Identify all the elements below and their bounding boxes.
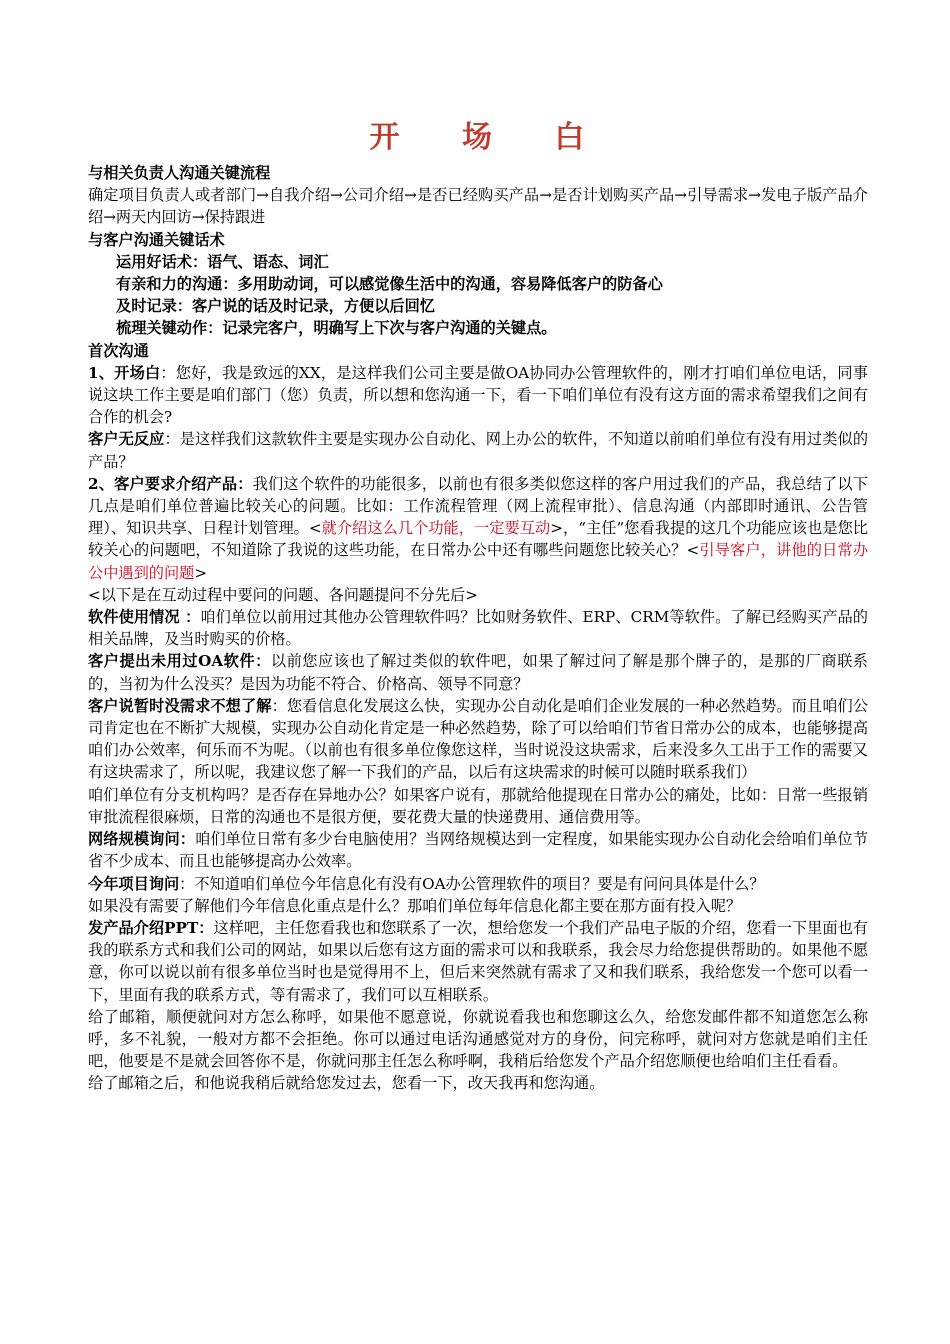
network-scale-label: 网络规模询问：: [88, 830, 196, 849]
no-need-paragraph: [88, 695, 868, 784]
no-need-text: ：您看信息化发展这么快，实现办公自动化是咱们企业发展的一种必然趋势。而且咱们公司肯定也在不断扩大规模，实现办公自动化肯定是一种必然趋势，除了可以给咱们节省日常办公的成本，也能够提高咱们办公效率，何乐而不为呢。（以前也有很多单位像您这样，当时说没这块需求，后来没多久工出于工作的需要又有这块需求了，所以呢，我建议您了解一下我们的产品，以后有这块需求的时候可以随时联系我们）: [88, 696, 869, 782]
product-intro-note-a: 就介绍这么几个功能，一定要互动: [321, 519, 551, 538]
section-heading-process: 与相关负责人沟通关键流程: [88, 164, 271, 182]
skill-item-2: 有亲和力的沟通：多用助动词，可以感觉像生活中的沟通，容易降低客户的防备心: [116, 275, 663, 294]
skill-item-4: 梳理关键动作：记录完客户，明确写上下次与客户沟通的关键点。: [116, 319, 557, 338]
no-response-paragraph: [88, 428, 868, 472]
closing-paragraph: 给了邮箱之后，和他说我稍后就给您发过去，您看一下，改天我再和您沟通。: [88, 1074, 605, 1093]
opening-label: 1、开场白: [88, 363, 161, 382]
email-title-paragraph: 给了邮箱，顺便就问对方怎么称呼，如果他不愿意说，你就说看我也和您聊这么久，给您发邮件都不知道您怎么称呼，多不礼貌，一般对方都不会拒绝。你可以通过电话沟通感觉对方的身份，问完称呼，就问对方您就是咱们主任吧，他要是不是就会回答你不是，你就问那主任怎么称呼啊，我稍后给您发个产品介绍您顺便也给咱们主任看看。: [88, 1007, 868, 1071]
no-response-label: 客户无反应: [88, 430, 165, 449]
no-oa-text: 以前您应该也了解过类似的软件吧，如果了解过问了解是那个牌子的，是那的厂商联系的，当初为什么没买？是因为功能不符合、价格高、领导不同意？: [88, 652, 868, 693]
send-ppt-label: 发产品介绍PPT：: [88, 918, 214, 937]
annual-project-text: ：不知道咱们单位今年信息化有没有OA办公管理软件的项目？要是有问问具体是什么？: [179, 874, 765, 893]
document-page: [88, 118, 868, 1095]
interaction-note: <以下是在互动过程中要问的问题、各问题提问不分先后>: [88, 585, 478, 604]
software-usage-label: 软件使用情况 ：: [88, 608, 201, 627]
network-scale-paragraph: [88, 828, 868, 872]
branch-office-paragraph: 咱们单位有分支机构吗？是否存在异地办公？如果客户说有，那就给他提现在日常办公的痛处，比如：日常一些报销审批流程很麻烦，日常的沟通也不是很方便，要花费大量的快递费用、通信费用等。: [88, 785, 868, 826]
no-response-text: ：是这样我们这款软件主要是实现办公自动化、网上办公的软件，不知道以前咱们单位有没有用过类似的产品？: [88, 430, 869, 471]
product-intro-label: 2、客户要求介绍产品：: [88, 474, 253, 493]
opening-paragraph: [88, 362, 868, 429]
product-intro-paragraph: [88, 473, 868, 584]
no-oa-paragraph: [88, 650, 868, 694]
product-intro-text-c: >: [194, 563, 208, 582]
send-ppt-text: 这样吧，主任您看我也和您联系了一次，想给您发一个我们产品电子版的介绍，您看一下里面也有我的联系方式和我们公司的网站，如果以后您有这方面的需求可以和我联系，我会尽力给您提供帮助的。如果他不愿意，你可以说以前有很多单位当时也是觉得用不上，但后来突然就有需求了又和我们联系，我给您发一个您可以看一下，里面有我的联系方式，等有需求了，我们可以互相联系。: [88, 918, 868, 1004]
network-scale-text: 咱们单位日常有多少台电脑使用？当网络规模达到一定程度，如果能实现办公自动化会给咱们单位节省不少成本、而且也能够提高办公效率。: [88, 830, 869, 871]
skill-item-1: 运用好话术：语气、语态、词汇: [116, 252, 329, 271]
page-title: 开 场 白: [369, 120, 611, 155]
process-flow-text: 确定项目负责人或者部门→自我介绍→公司介绍→是否已经购买产品→是否计划购买产品→引导需求→发电子版产品介绍→两天内回访→保持跟进: [88, 186, 868, 227]
annual-project-paragraph: [88, 873, 868, 895]
product-intro-text-a: 我们这个软件的功能很多，以前也有很多类似您这样的客户用过我们的产品，我总结了以下几点是咱们单位普遍比较关心的问题。比如：工作流程管理（网上流程审批）、信息沟通（内部即时通讯、公告管理）、知识共享、日程计划管理。<: [88, 474, 868, 538]
section-heading-first-contact: 首次沟通: [88, 341, 149, 360]
section-heading-skills: 与客户沟通关键话术: [88, 230, 225, 249]
product-intro-text-b: >，“主任”您看我提的这几个功能应该也是您比较关心的问题吧，不知道除了我说的这些功能，在日常办公中还有哪些问题您比较关心？<: [88, 519, 868, 560]
software-usage-text: 咱们单位以前用过其他办公管理软件吗？比如财务软件、ERP、CRM等软件。了解已经购买产品的相关品牌，及当时购买的价格。: [88, 608, 868, 649]
skill-item-3: 及时记录：客户说的话及时记录，方便以后回忆: [116, 297, 435, 316]
send-ppt-paragraph: [88, 917, 868, 1006]
investment-focus-paragraph: 如果没有需要了解他们今年信息化重点是什么？那咱们单位每年信息化都主要在那方面有投入呢？: [88, 896, 742, 915]
no-oa-label: 客户提出未用过OA软件：: [88, 652, 271, 671]
annual-project-label: 今年项目询问: [88, 874, 180, 893]
no-need-label: 客户说暂时没需求不想了解: [88, 696, 272, 715]
software-usage-paragraph: [88, 606, 868, 650]
product-intro-note-b: 引导客户，讲他的日常办公中遇到的问题: [88, 541, 869, 582]
opening-text: ：您好，我是致远的XX，是这样我们公司主要是做OA协同办公管理软件的，刚才打咱们单位电话，同事说这块工作主要是咱们部门（您）负责，所以想和您沟通一下，看一下咱们单位有没有这方面的需求希望我们之间有合作的机会?: [88, 363, 868, 427]
